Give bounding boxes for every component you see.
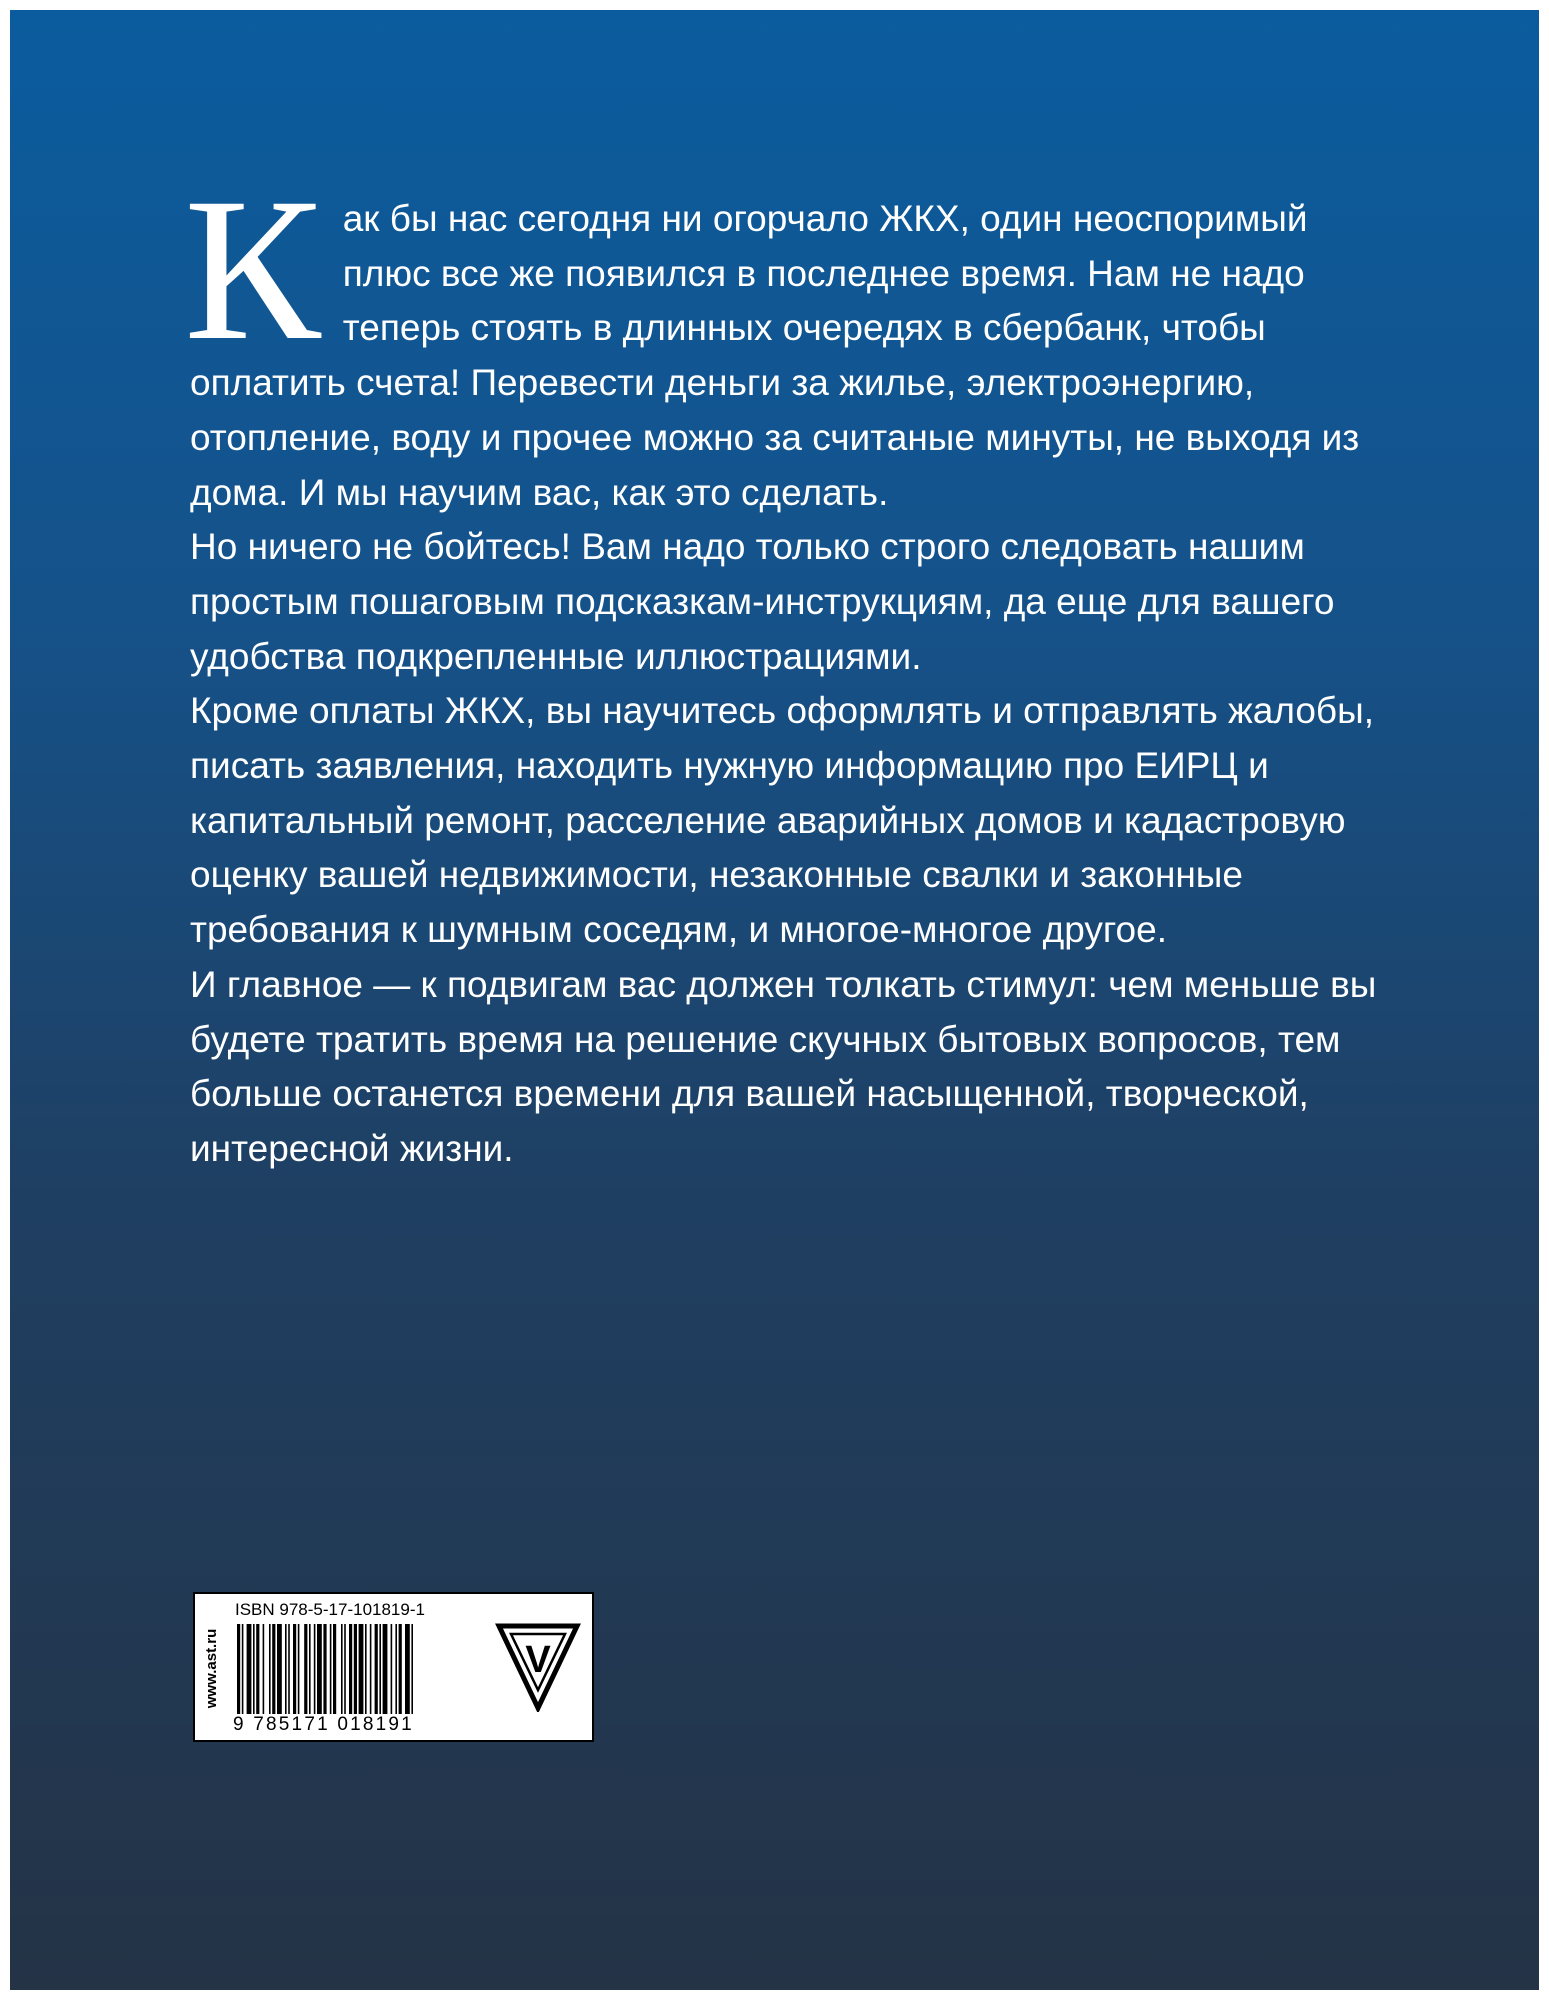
barcode-bars: [235, 1624, 485, 1724]
paragraph-2: Но ничего не бойтесь! Вам надо только строго следовать нашим простым пошаговым подсказкам-инструкциям, да еще для вашего удобства подкрепленные иллюстрациями.: [190, 526, 1335, 677]
v-triangle-icon: [495, 1622, 581, 1712]
publisher-website: www.ast.ru: [203, 1628, 221, 1708]
back-cover: [10, 10, 1539, 1990]
paragraph-4: И главное — к подвигам вас должен толкать стимул: чем меньше вы будете тратить время на решение скучных бытовых вопросов, тем больше останется времени для вашей насыщенной, творческой, интересной жизни.: [190, 963, 1377, 1169]
isbn-number: ISBN 978-5-17-101819-1: [235, 1600, 425, 1619]
svg-text:V: V: [525, 1639, 551, 1681]
paragraph-1: ак бы нас сегодня ни огорчало ЖКХ, один неоспоримый плюс все же появился в последнее время. Нам не надо теперь стоять в длинных очередях в сбербанк, чтобы оплатить счета! Перевести деньги за жилье, электроэнергию, отопление, воду и прочее можно за считаные минуты, не выходя из дома. И мы научим вас, как это сделать.: [190, 198, 1360, 513]
paragraph-3: Кроме оплаты ЖКХ, вы научитесь оформлять и отправлять жалобы, писать заявления, находить нужную информацию про ЕИРЦ и капитальный ремонт, расселение аварийных домов и кадастровую оценку вашей недвижимости, незаконные свалки и законные требования к шумным соседям, и многое-многое другое.: [190, 690, 1374, 951]
ean-digits: 9 785171 018191: [233, 1714, 414, 1735]
barcode-label: [193, 1592, 594, 1742]
blurb: [184, 156, 1390, 1177]
drop-cap: К: [184, 156, 321, 383]
